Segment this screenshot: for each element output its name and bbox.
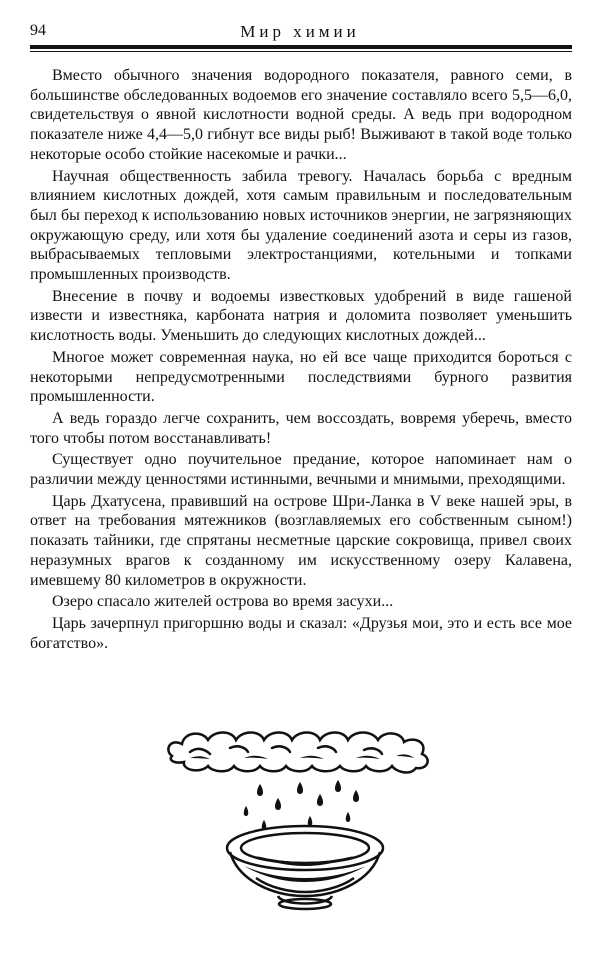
rain-drops [244, 780, 359, 830]
paragraph: Царь Дхатусена, правивший на острове Шри-Ланка в V веке нашей эры, в ответ на требования мятежников (возглавляемых его собственным сыном!) показать тайники, где спрятаны несметные царские сокровища, привел своих неразумных врагов к созданному им искусственному озеру Калавена, имевшему 80 километров в окружности. [30, 492, 572, 589]
page-number: 94 [30, 22, 46, 39]
bowl-icon [227, 826, 383, 909]
paragraph: А ведь гораздо легче сохранить, чем воссоздать, вовремя уберечь, вместо того чтобы потом восстанавливать! [30, 409, 572, 447]
paragraph: Научная общественность забила тревогу. Началась борьба с вредным влиянием кислотных дождей, хотя самым правильным и последовательным был бы переход к использованию новых источников энергии, не загрязняющих окружающую среду, или хотя бы удаление соединений азота и серы из газов, выбрасываемых тепловыми электростанциями, котельными и топками промышленных производств. [30, 167, 572, 284]
header-rule-thick [30, 45, 572, 49]
header-rule-thin [30, 51, 572, 52]
paragraph: Озеро спасало жителей острова во время засухи... [52, 593, 394, 611]
paragraph: Царь зачерпнул пригоршню воды и сказал: «Друзья мои, это и есть все мое богатство». [30, 614, 572, 652]
running-title: Мир химии [240, 22, 360, 41]
body-text [30, 66, 572, 655]
paragraph: Многое может современная наука, но ей все чаще приходится бороться с некоторыми непредусмотренными последствиями бурного развития промышленности. [30, 348, 572, 406]
paragraph: Вместо обычного значения водородного показателя, равного семи, в большинстве обследованных водоемов его значение составляло всего 5,5—6,0, свидетельствуя о явной кислотности водной среды. А ведь при водородном показателе ниже 4,4—5,0 гибнут все виды рыб! Выживают в такой воде только некоторые особо стойкие насекомые и рачки... [30, 67, 572, 163]
cloud-icon [168, 733, 427, 773]
cloud-rain-bowl-illustration [160, 728, 450, 928]
paragraph: Внесение в почву и водоемы известковых удобрений в виде гашеной извести и известняка, карбоната натрия и доломита позволяет уменьшить кислотность воды. Уменьшить до следующих кислотных дождей... [30, 287, 572, 345]
cloud-texture [190, 754, 414, 759]
paragraph: Существует одно поучительное предание, которое напоминает нам о различии между ценностями истинными, вечными и мнимыми, преходящими. [30, 451, 572, 489]
